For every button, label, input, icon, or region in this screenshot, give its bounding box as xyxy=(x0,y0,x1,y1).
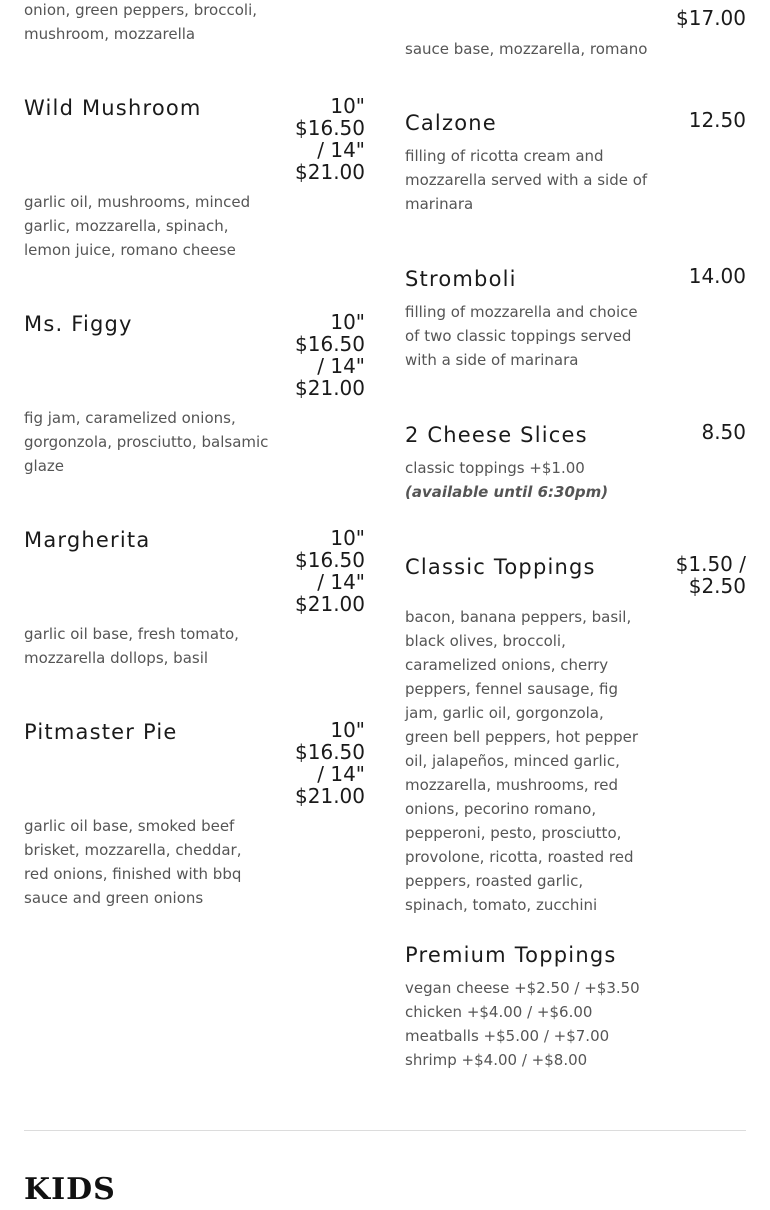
section-title: KIDS xyxy=(24,1172,116,1207)
item-price: 8.50 xyxy=(701,420,746,444)
item-price: 10" $16.50 / 14" $21.00 xyxy=(295,526,365,616)
item-price: 14.00 xyxy=(688,264,746,288)
item-description: garlic oil, mushrooms, minced garlic, mozzarella, spinach, lemon juice, romano cheese xyxy=(24,193,251,259)
topping-line: vegan cheese +$2.50 / +$3.50 xyxy=(405,979,640,997)
section-divider xyxy=(24,1130,746,1131)
item-description: filling of ricotta cream and mozzarella served with a side of marinara xyxy=(405,147,648,213)
partial-item-price: $17.00 xyxy=(676,6,746,30)
item-description: garlic oil base, smoked beef brisket, mozzarella, cheddar, red onions, finished with bbq sauce and green onions xyxy=(24,817,242,907)
item-price: 10" $16.50 / 14" $21.00 xyxy=(295,310,365,400)
item-price: 10" $16.50 / 14" $21.00 xyxy=(295,718,365,808)
item-name: Premium Toppings xyxy=(405,943,617,967)
item-description xyxy=(405,456,650,504)
item-name: Calzone xyxy=(405,111,497,135)
partial-item-description: sauce base, mozzarella, romano xyxy=(405,40,648,58)
item-price: 10" $16.50 / 14" $21.00 xyxy=(295,94,365,184)
item-description-text: classic toppings +$1.00 xyxy=(405,459,585,477)
item-price: $1.50 / $2.50 xyxy=(675,552,746,598)
topping-line: chicken +$4.00 / +$6.00 xyxy=(405,1003,593,1021)
item-name: Classic Toppings xyxy=(405,555,596,579)
item-name: Pitmaster Pie xyxy=(24,720,178,744)
topping-line: shrimp +$4.00 / +$8.00 xyxy=(405,1051,588,1069)
item-name: Ms. Figgy xyxy=(24,312,133,336)
item-name: Margherita xyxy=(24,528,151,552)
topping-line: meatballs +$5.00 / +$7.00 xyxy=(405,1027,610,1045)
item-name: 2 Cheese Slices xyxy=(405,423,588,447)
availability-note: (available until 6:30pm) xyxy=(405,483,609,501)
item-description: bacon, banana peppers, basil, black olives, broccoli, caramelized onions, cherry peppers, fennel sausage, fig jam, garlic oil, gorgonzola, green bell peppers, hot pepper oil, jalapeños, minced garlic, mozzarella, mushrooms, red onions, pecorino romano, pepperoni, pesto, prosciutto, provolone, ricotta, roasted red peppers, roasted garlic, spinach, tomato, zucchini xyxy=(405,608,639,914)
item-name: Stromboli xyxy=(405,267,517,291)
item-price: 12.50 xyxy=(688,108,746,132)
item-description xyxy=(405,976,650,1072)
partial-item-description: onion, green peppers, broccoli, mushroom, mozzarella xyxy=(24,1,258,43)
item-description: garlic oil base, fresh tomato, mozzarella dollops, basil xyxy=(24,625,239,667)
item-name: Wild Mushroom xyxy=(24,96,202,120)
item-description: filling of mozzarella and choice of two classic toppings served with a side of marinara xyxy=(405,303,638,369)
item-description: fig jam, caramelized onions, gorgonzola, prosciutto, balsamic glaze xyxy=(24,409,269,475)
